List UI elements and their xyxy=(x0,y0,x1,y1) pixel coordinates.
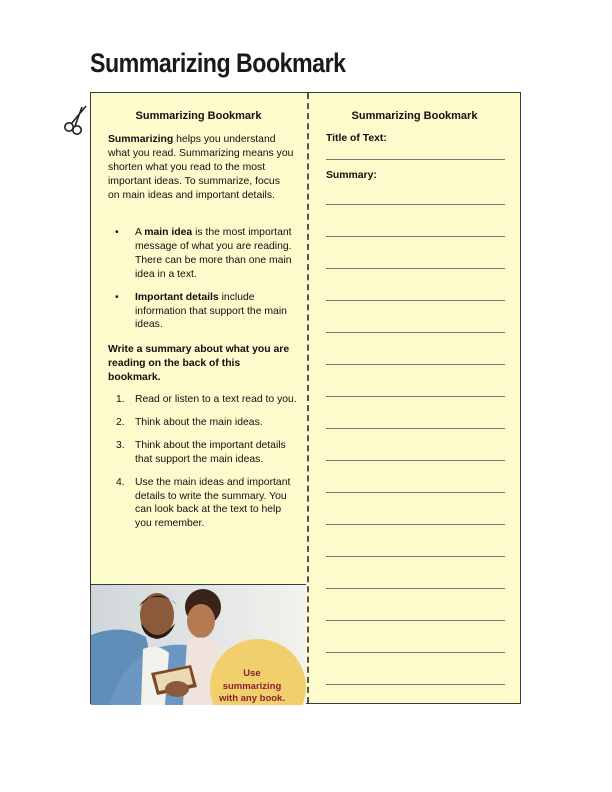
intro-paragraph xyxy=(108,133,294,203)
intro-term: Summarizing xyxy=(108,134,174,145)
summary-line[interactable] xyxy=(326,268,505,269)
front-title: Summarizing Bookmark xyxy=(135,110,262,122)
step-text: Use the main ideas and important details to write the summary. You can look back at the text to help you remember. xyxy=(135,476,291,530)
summary-line[interactable] xyxy=(326,460,505,461)
title-of-text-label: Title of Text: xyxy=(326,133,387,144)
back-title: Summarizing Bookmark xyxy=(351,110,478,122)
summary-line[interactable] xyxy=(326,556,505,557)
step-text: Think about the main ideas. xyxy=(135,416,263,428)
definition-list xyxy=(108,226,298,341)
bullet-prefix: A xyxy=(135,227,145,238)
summary-line[interactable] xyxy=(326,524,505,525)
bullet-text: include information that support the main ideas. xyxy=(135,291,287,331)
list-item xyxy=(108,393,298,407)
step-number: 3. xyxy=(116,439,125,451)
instruction-text: Write a summary about what you are reading on the back of this bookmark. xyxy=(108,344,290,383)
page-title: Summarizing Bookmark xyxy=(90,48,346,78)
step-text: Think about the important details that support the main ideas. xyxy=(135,439,286,465)
bullet-text: is the most important message of what you are reading. There can be more than one main idea in a text. xyxy=(135,227,292,280)
summary-line[interactable] xyxy=(326,236,505,237)
list-item xyxy=(108,416,298,430)
title-line[interactable] xyxy=(326,159,505,160)
summary-line[interactable] xyxy=(326,588,505,589)
list-item xyxy=(108,476,298,532)
summary-line[interactable] xyxy=(326,204,505,205)
step-number: 4. xyxy=(116,476,125,488)
list-item xyxy=(108,439,298,467)
steps-list xyxy=(108,393,298,540)
summary-label: Summary: xyxy=(326,170,377,181)
summary-line[interactable] xyxy=(326,332,505,333)
badge-text: Use summarizing with any book. xyxy=(219,668,285,704)
summary-line[interactable] xyxy=(326,620,505,621)
summary-line[interactable] xyxy=(326,300,505,301)
list-item xyxy=(108,291,298,333)
family-reading-photo xyxy=(91,584,306,705)
bookmark-sheet xyxy=(90,92,521,704)
list-item xyxy=(108,226,298,282)
step-number: 2. xyxy=(116,416,125,428)
step-number: 1. xyxy=(116,394,125,405)
summary-line[interactable] xyxy=(326,428,505,429)
bullet-term: main idea xyxy=(144,227,193,238)
bullet-term: Important details xyxy=(135,291,219,303)
bookmark-front xyxy=(91,93,306,703)
summary-line[interactable] xyxy=(326,652,505,653)
summary-line[interactable] xyxy=(326,396,505,397)
summary-line[interactable] xyxy=(326,364,505,365)
step-text: Read or listen to a text read to you. xyxy=(135,394,297,405)
summary-line[interactable] xyxy=(326,684,505,685)
intro-text: helps you understand what you read. Summarizing means you shorten what you read to the most important ideas. To summarize, focus on main ideas and important details. xyxy=(108,134,294,201)
scissors-icon xyxy=(62,104,90,136)
bookmark-back xyxy=(309,93,520,703)
summary-line[interactable] xyxy=(326,492,505,493)
